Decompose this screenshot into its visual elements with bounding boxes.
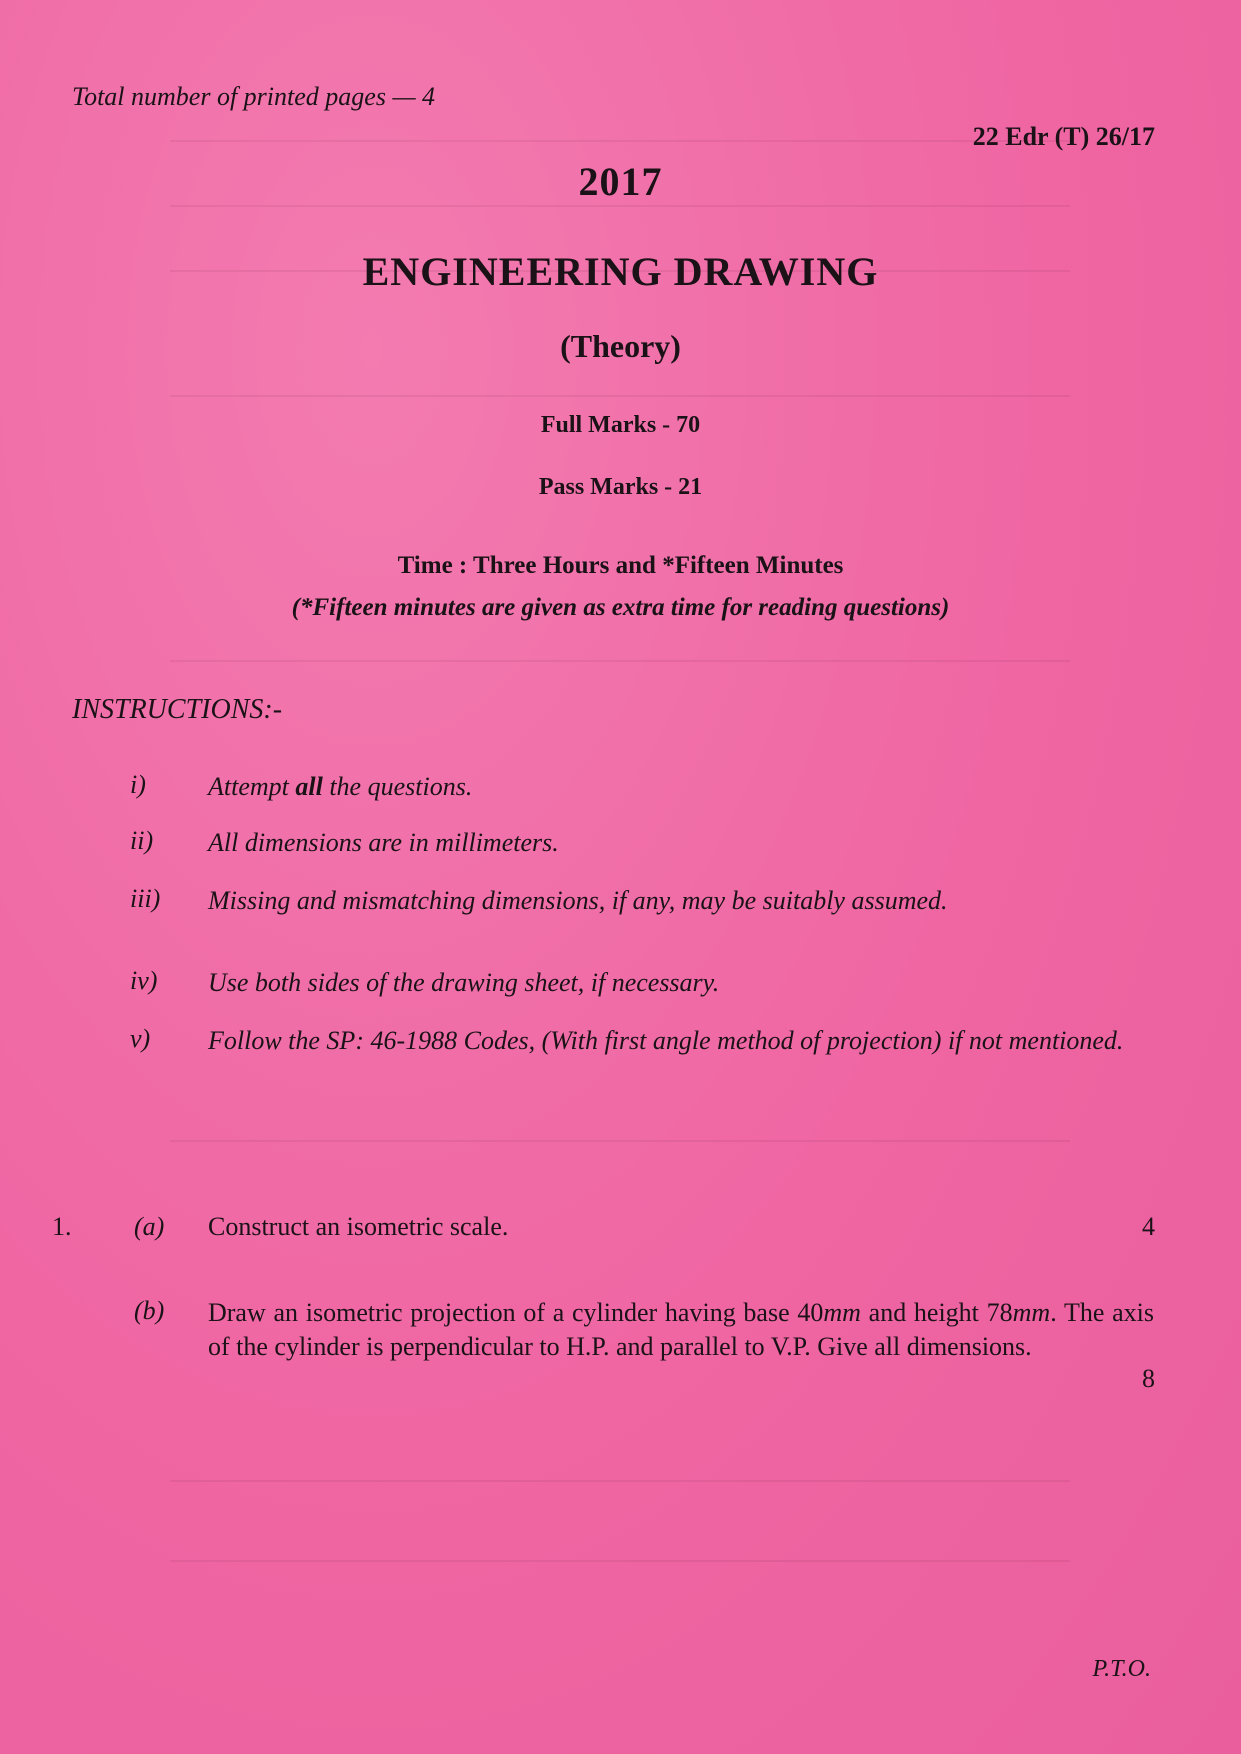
total-pages-line: Total number of printed pages — 4: [72, 82, 436, 111]
dimension-value: 40: [797, 1298, 824, 1327]
bleed-through: [170, 1480, 1070, 1482]
instruction-text: Use both sides of the drawing sheet, if necessary.: [208, 968, 720, 997]
instruction-number: i): [130, 770, 146, 799]
full-marks: Full Marks - 70: [540, 412, 701, 438]
paper-code: 22 Edr (T) 26/17: [972, 122, 1155, 151]
subquestion-label: (a): [134, 1212, 165, 1241]
instructions-heading: INSTRUCTIONS:-: [72, 694, 283, 725]
bleed-through: [170, 395, 1070, 397]
instruction-item: [130, 966, 1160, 999]
pass-marks: Pass Marks - 21: [538, 474, 703, 500]
unit: mm: [1012, 1298, 1051, 1327]
unit: mm: [823, 1298, 861, 1327]
bleed-through: [170, 1140, 1070, 1142]
subject-title: ENGINEERING DRAWING: [362, 249, 879, 294]
subquestion-marks: 4: [1142, 1212, 1155, 1241]
instruction-item: [130, 770, 1160, 803]
time-allowed: Time : Three Hours and *Fifteen Minutes: [397, 552, 844, 579]
bleed-through: [170, 140, 1070, 142]
exam-year: 2017: [578, 159, 663, 204]
instruction-number: iv): [130, 966, 158, 995]
instruction-number: iii): [130, 884, 161, 913]
bleed-through: [170, 205, 1070, 207]
emphasis-all: all: [295, 772, 323, 801]
instruction-number: ii): [130, 826, 154, 855]
instruction-text: Attempt all the questions.: [208, 772, 473, 801]
dimension-value: 78: [986, 1298, 1013, 1327]
instruction-item: [130, 884, 1160, 917]
subquestion-text: Draw an isometric projection of a cylinder having base 40mm and height 78mm. The axis of the cylinder is perpendicular to H.P. and parallel to V.P. Give all dimensions.: [208, 1298, 1154, 1361]
subquestion-text: Construct an isometric scale.: [208, 1212, 509, 1241]
instruction-item: [130, 1024, 1160, 1057]
bleed-through: [170, 660, 1070, 662]
instruction-text: Missing and mismatching dimensions, if any, may be suitably assumed.: [208, 886, 948, 915]
time-note: (*Fifteen minutes are given as extra time for reading questions): [291, 594, 950, 621]
instruction-text: Follow the SP: 46-1988 Codes, (With first angle method of projection) if not mentioned.: [208, 1026, 1124, 1055]
instruction-number: v): [130, 1024, 151, 1053]
subquestion-marks: 8: [1142, 1364, 1155, 1393]
question-number: 1.: [52, 1212, 72, 1241]
instruction-item: [130, 826, 1160, 859]
bleed-through: [170, 1560, 1070, 1562]
subquestion-label: (b): [134, 1296, 165, 1325]
paper-type: (Theory): [560, 328, 681, 364]
page-turn-note: P.T.O.: [1092, 1656, 1151, 1682]
instruction-text: All dimensions are in millimeters.: [208, 828, 559, 857]
